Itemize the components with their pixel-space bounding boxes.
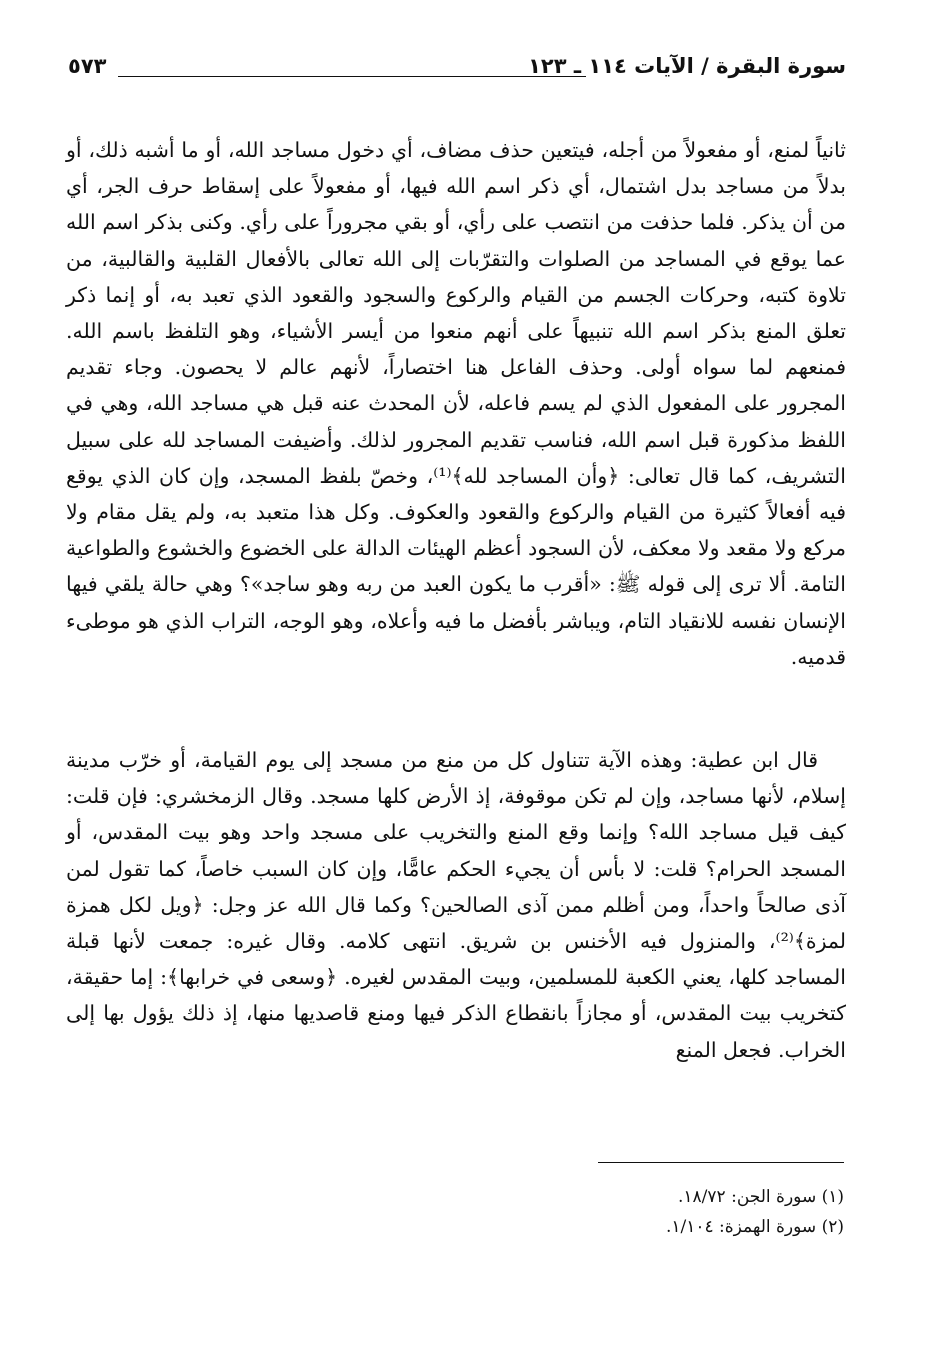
footnotes [244, 1182, 844, 1242]
header-rule [118, 76, 586, 77]
footnote-1: (١) سورة الجن: ١٨/٧٢. [678, 1187, 844, 1207]
footnote-2: (٢) سورة الهمزة: ١/١٠٤. [665, 1217, 844, 1237]
body-paragraph-2: قال ابن عطية: وهذه الآية تتناول كل من منع من مسجد إلى يوم القيامة، أو خرّب مدينة إسلام، لأنها مساجد، وإن لم تكن موقوفة، إذ الأرض كلها مسجد. وقال الزمخشري: فإن قلت: كيف قيل مساجد الله؟ وإنما وقع المنع والتخريب على مسجد واحد وهو بيت المقدس، أو المسجد الحرام؟ قلت: لا بأس أن يجيء الحكم عامًّا، وإن كان السبب خاصاً، كما تقول لمن آذى صالحاً واحداً، ومن أظلم ممن آذى الصالحين؟ وكما قال الله عز وجل: ﴿ويل لكل همزة لمزة﴾⁽²⁾، والمنزول فيه الأخنس بن شريق. انتهى كلامه. وقال غيره: جمعت لأنها قبلة المساجد كلها، يعني الكعبة للمسلمين، وبيت المقدس لغيره. ﴿وسعى في خرابها﴾: إما حقيقة، كتخريب بيت المقدس، أو مجازاً بانقطاع الذكر فيها ومنع قاصديها منها، إذ ذلك يؤول بها إلى الخراب. فجعل المنع [66, 748, 846, 1062]
page-number: ٥٧٣ [68, 54, 107, 78]
body-paragraph-1: ثانياً لمنع، أو مفعولاً من أجله، فيتعين حذف مضاف، أي دخول مساجد الله، أو ما أشبه ذلك، أو بدلاً من مساجد بدل اشتمال، أي ذكر اسم الله فيها، أو مفعولاً على إسقاط حرف الجر، أي من أن يذكر. فلما حذفت من انتصب على رأي، أو بقي مجروراً على رأي. وكنى بذكر اسم الله عما يوقع في المساجد من الصلوات والتقرّبات إلى الله تعالى بالأفعال القلبية والقالبية، من تلاوة كتبه، وحركات الجسم من القيام والركوع والسجود والقعود الذي تعبد به، أو إنما ذكر تعلق المنع بذكر اسم الله تنبيهاً على أنهم منعوا من أيسر الأشياء، وهو التلفظ باسم الله. فمنعهم لما سواه أولى. وحذف الفاعل هنا اختصاراً، لأنهم عالم لا يحصون. وجاء تقديم المجرور على المفعول الذي لم يسم فاعله، لأن المحدث عنه قبل هي مساجد الله، وهي في اللفظ مذكورة قبل اسم الله، فناسب تقديم المجرور لذلك. وأضيفت المساجد لله على سبيل التشريف، كما قال تعالى: ﴿وأن المساجد لله﴾⁽¹⁾، وخصّ بلفظ المسجد، وإن كان الذي يوقع فيه أفعالاً كثيرة من القيام والركوع والقعود والعكوف. وكل هذا متعبد به، ولم يقل مقام ولا مركع ولا مقعد ولا معكف، لأن السجود أعظم الهيئات الدالة على الخضوع والخشوع والطواعية التامة. ألا ترى إلى قوله ﷺ: «أقرب ما يكون العبد من ربه وهو ساجد»؟ وهي حالة يلقي فيها الإنسان نفسه للانقياد التام، ويباشر بأفضل ما فيه وأعلاه، وهو الوجه، التراب الذي هو موطىء قدميه. [66, 138, 846, 669]
running-title: سورة البقرة / الآيات ١١٤ ـ ١٢٣ [528, 54, 846, 78]
page-header [68, 50, 846, 90]
footnote-separator [598, 1162, 844, 1163]
